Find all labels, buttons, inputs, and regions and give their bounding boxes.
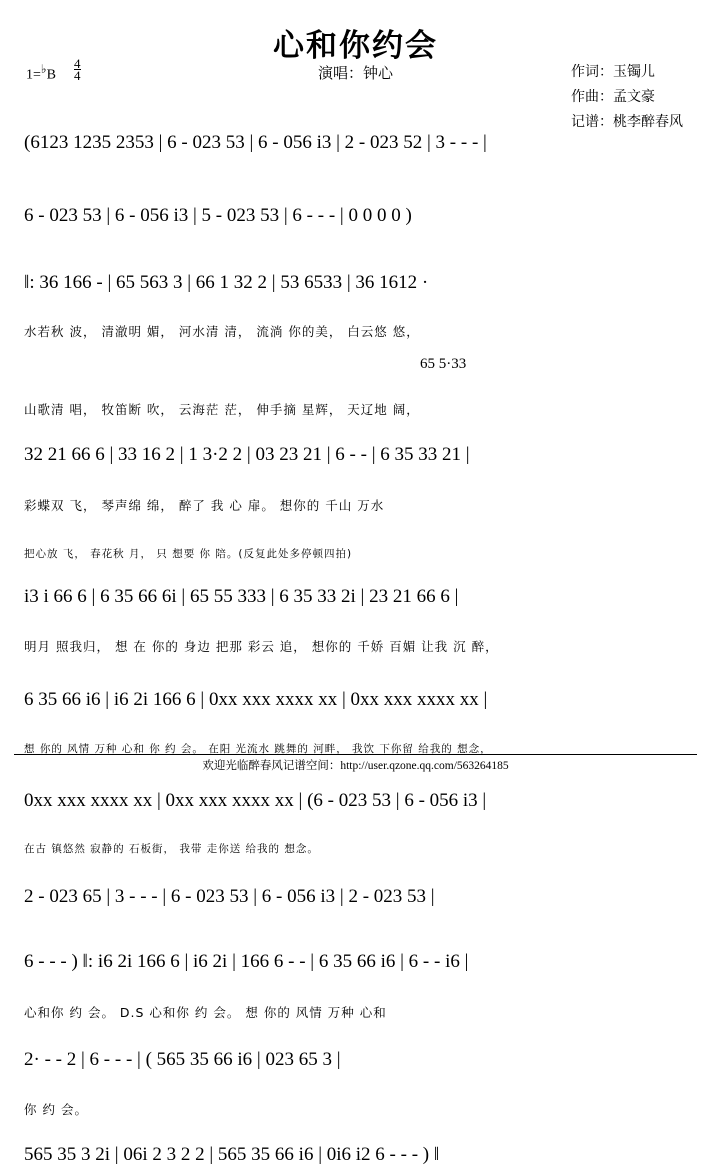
notation-line: 2· - - 2 | 6 - - - | ( 565 35 66 i6 | 023 65 3 | [24, 1049, 341, 1070]
lyrics-line: 山歌清 唱， 牧笛断 吹， 云海茫 茫， 伸手摘 星辉， 天辽地 阔， [24, 402, 420, 417]
credit-lyricist: 作词：玉镯儿 [571, 64, 655, 80]
notation-line: 6 35 66 i6 | i6 2i 166 6 | 0xx xxx xxxx xx | 0xx xxx xxxx xx | [24, 689, 488, 710]
notation-line: ‖: 36 166 - | 65 563 3 | 66 1 32 2 | 53 6533 | 36 1612 · [24, 272, 429, 293]
key-signature-label: 1= [26, 67, 41, 83]
singer-label: 演唱：钟心 [317, 64, 393, 82]
flat-icon: ♭ [40, 62, 47, 76]
time-signature-denominator: 4 [74, 68, 81, 83]
credits-block [571, 60, 683, 135]
lyrics-line: 想 你的 风情 万种 心和 你 约 会。 在阳 光流水 跳舞的 河畔， 我饮 下你留 给我的 想念， [24, 743, 492, 755]
time-signature-numerator: 4 [74, 56, 81, 71]
notation-line: 6 - 023 53 | 6 - 056 i3 | 5 - 023 53 | 6 - - - | 0 0 0 0 ) [24, 205, 412, 226]
notation-line-alt: 65 5·33 [420, 356, 467, 372]
lyrics-line: 彩蝶双 飞， 琴声绵 绵， 醉了 我 心 扉。 想你的 千山 万水 [24, 498, 385, 513]
credit-composer: 作曲：孟文豪 [571, 89, 655, 105]
notation-line: 0xx xxx xxxx xx | 0xx xxx xxxx xx | (6 - 023 53 | 6 - 056 i3 | [24, 790, 487, 811]
footer-text: 欢迎光临醉春风记谱空间：http://user.qzone.qq.com/563264185 [202, 760, 509, 772]
notation-line: i3 i 66 6 | 6 35 66 6i | 65 55 333 | 6 35 33 2i | 23 21 66 6 | [24, 586, 459, 607]
notation-line: 2 - 023 65 | 3 - - - | 6 - 023 53 | 6 - 056 i3 | 2 - 023 53 | [24, 886, 435, 907]
lyrics-line: 你 约 会。 [24, 1102, 88, 1117]
lyrics-line: 把心放 飞， 春花秋 月， 只 想要 你 陪。(反复此处多停顿四拍) [24, 548, 353, 560]
key-letter: B [46, 67, 56, 83]
credit-notator: 记谱：桃李醉春风 [571, 114, 683, 130]
notation-line: (6123 1235 2353 | 6 - 023 53 | 6 - 056 i3 | 2 - 023 52 | 3 - - - | [24, 132, 487, 153]
lyrics-line: 心和你 约 会。 D.S 心和你 约 会。 想 你的 风情 万种 心和 [24, 1005, 387, 1020]
footer-divider [14, 754, 697, 755]
lyrics-line: 水若秋 波， 清澈明 媚， 河水清 清， 流淌 你的美， 白云悠 悠， [24, 324, 420, 339]
page-title: 心和你约会 [273, 28, 438, 64]
notation-line: 6 - - - ) ‖: i6 2i 166 6 | i6 2i | 166 6 - - | 6 35 66 i6 | 6 - - i6 | [24, 951, 469, 972]
lyrics-line: 明月 照我归， 想 在 你的 身边 把那 彩云 追， 想你的 千娇 百媚 让我 沉 醉， [24, 639, 499, 654]
notation-line: 565 35 3 2i | 06i 2 3 2 2 | 565 35 66 i6 | 0i6 i2 6 - - - ) ‖ [24, 1144, 440, 1165]
notation-line: 32 21 66 6 | 33 16 2 | 1 3·2 2 | 03 23 21 | 6 - - | 6 35 33 21 | [24, 444, 470, 465]
lyrics-line: 在古 镇悠然 寂静的 石板街， 我带 走你送 给我的 想念。 [24, 843, 319, 855]
